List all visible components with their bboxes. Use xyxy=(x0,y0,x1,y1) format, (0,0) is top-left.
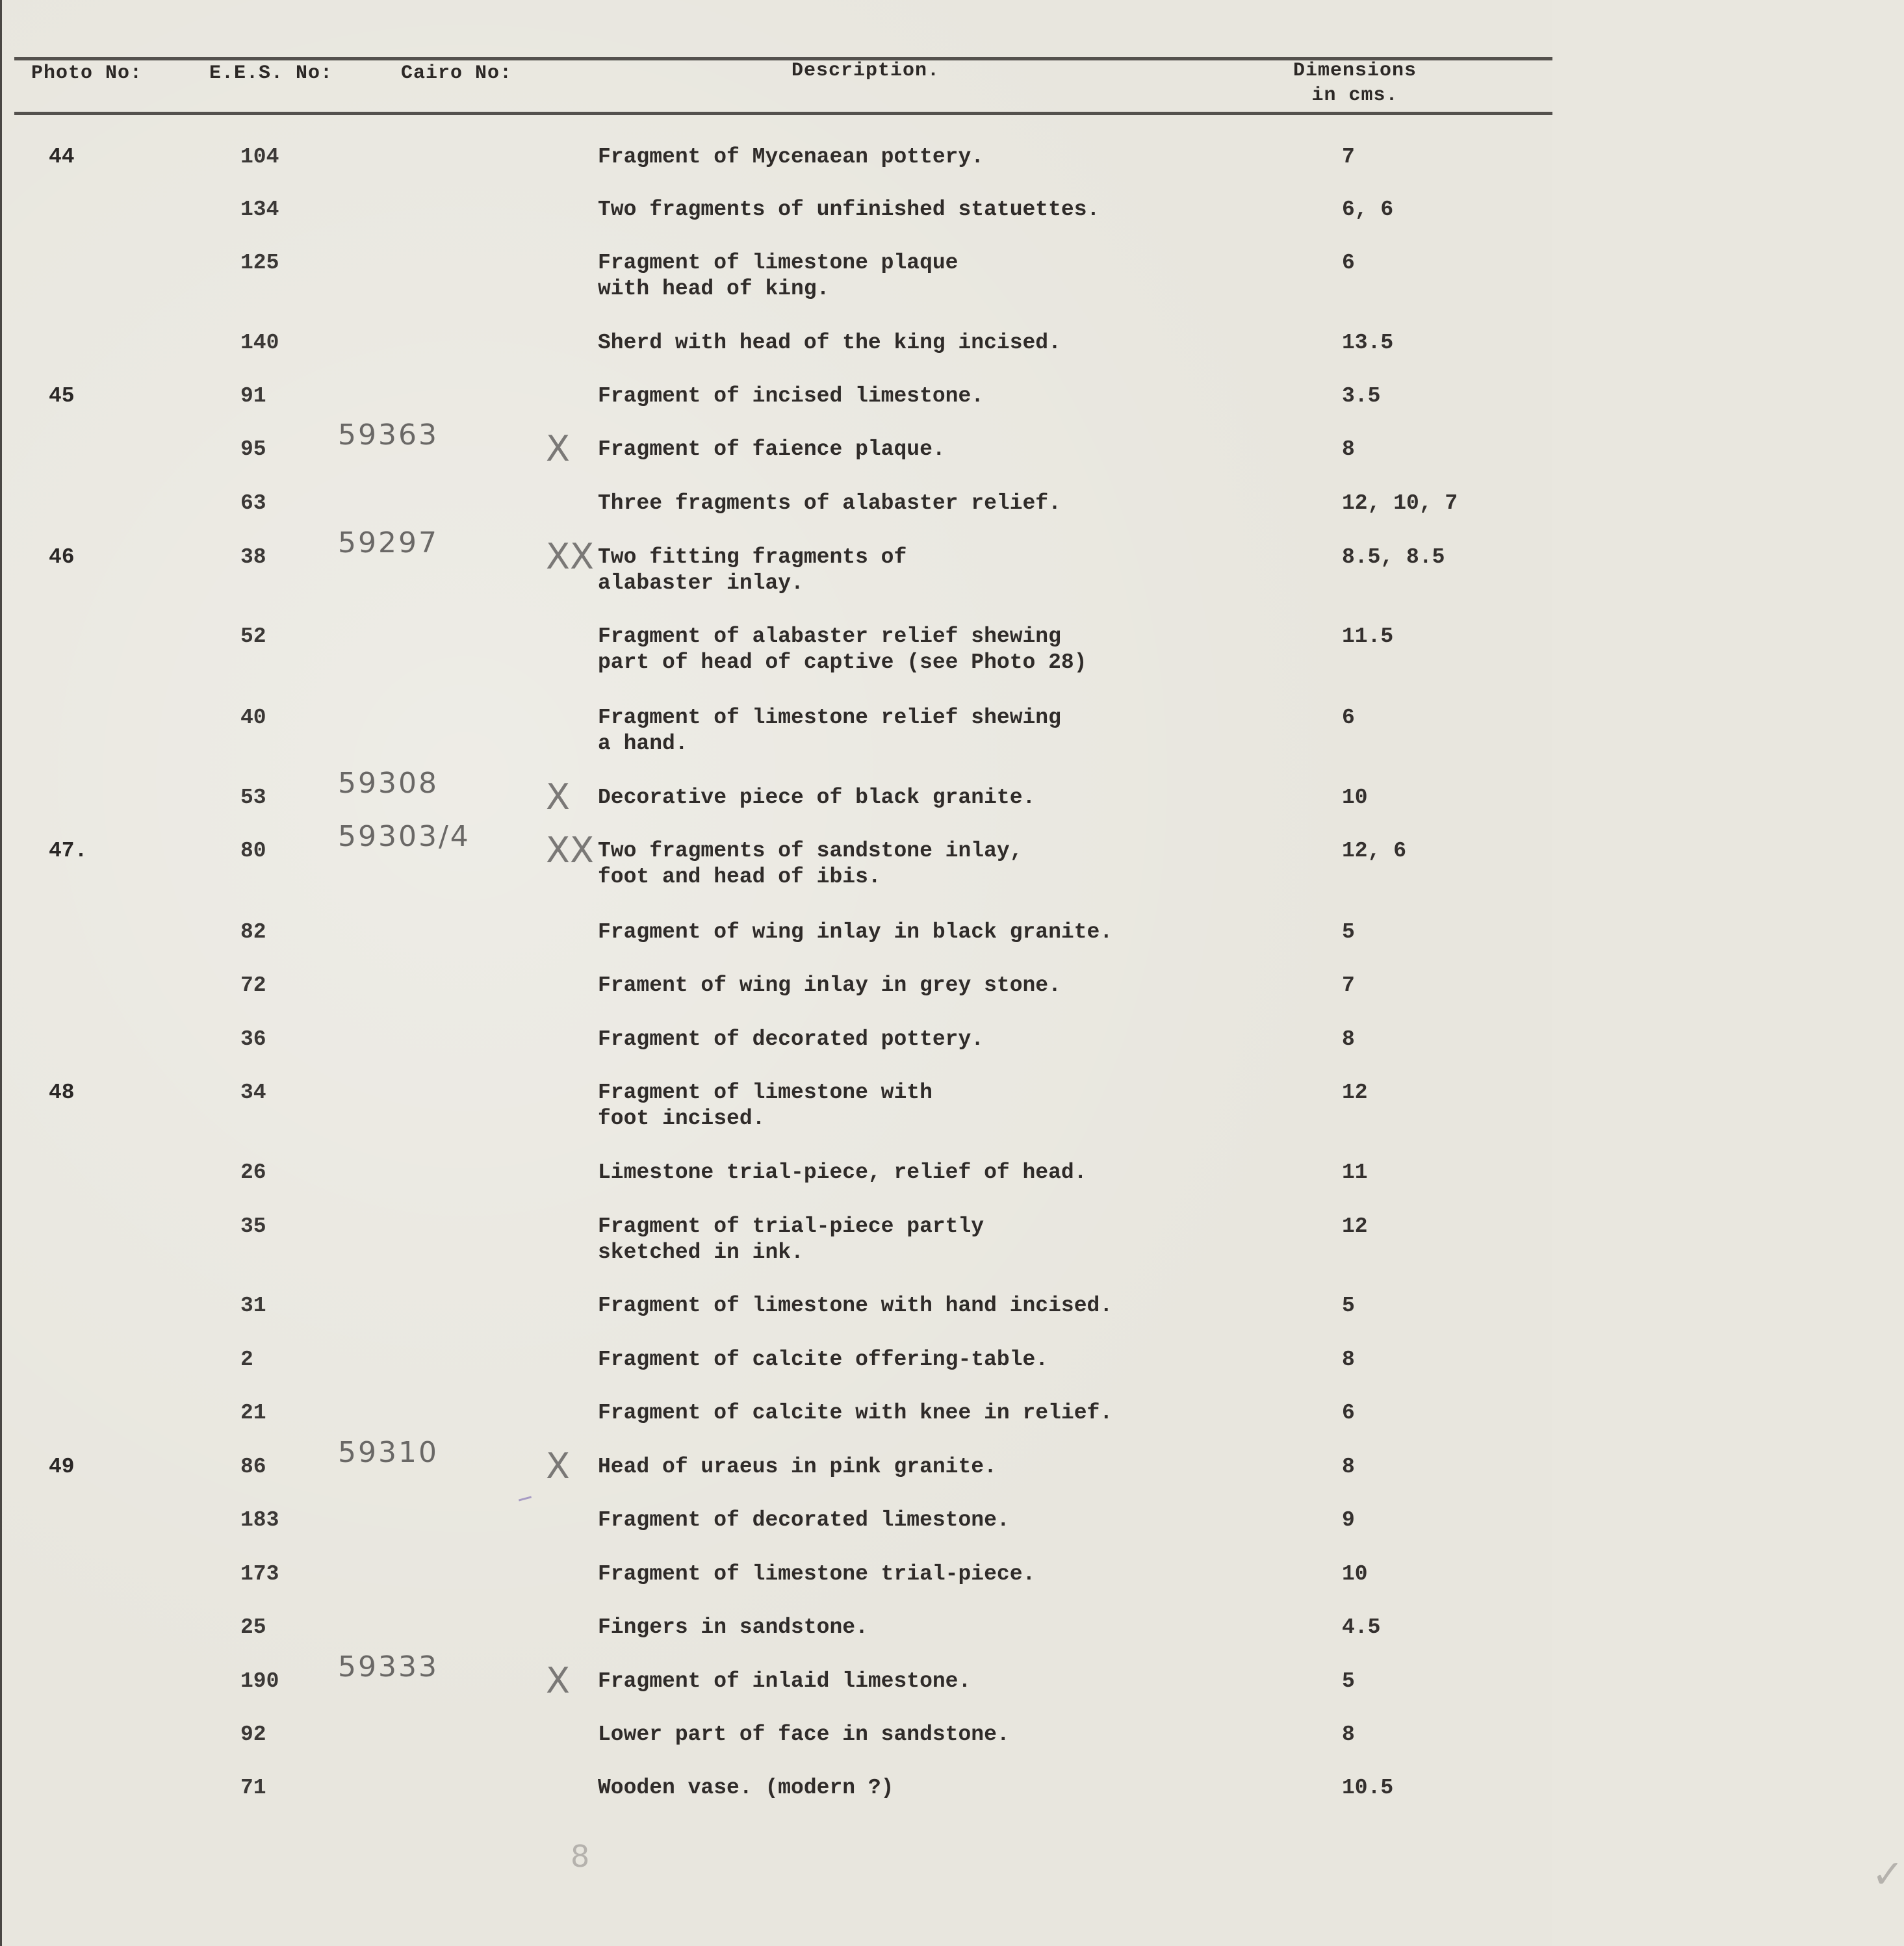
ees-number: 95 xyxy=(240,437,266,461)
ees-number: 2 xyxy=(240,1348,253,1372)
dimensions: 8 xyxy=(1342,1348,1355,1372)
header-ees-no: E.E.S. No: xyxy=(209,62,333,84)
ees-number: 173 xyxy=(240,1562,279,1586)
description: Head of uraeus in pink granite. xyxy=(598,1455,997,1479)
ees-number: 31 xyxy=(240,1294,266,1318)
cairo-number-handwritten: 59308 xyxy=(338,767,439,800)
cross-mark-icon: XX xyxy=(546,536,594,577)
ees-number: 82 xyxy=(240,920,266,944)
description: Two fragments of unfinished statuettes. xyxy=(598,198,1100,222)
header-photo-no: Photo No: xyxy=(31,62,143,84)
ees-number: 26 xyxy=(240,1160,266,1184)
dimensions: 6 xyxy=(1342,251,1355,275)
page-left-edge xyxy=(0,0,2,1946)
header-bottom-rule xyxy=(14,112,1552,115)
cross-mark-icon: X xyxy=(546,1446,570,1487)
dimensions: 11 xyxy=(1342,1160,1368,1184)
dimensions: 5 xyxy=(1342,1294,1355,1318)
cairo-number-handwritten: 59363 xyxy=(338,418,439,452)
ees-number: 25 xyxy=(240,1615,266,1639)
cross-mark-icon: X xyxy=(546,428,570,469)
ees-number: 91 xyxy=(240,384,266,408)
description: Limestone trial-piece, relief of head. xyxy=(598,1160,1087,1184)
photo-number: 45 xyxy=(49,384,75,408)
description: Fragment of decorated pottery. xyxy=(598,1027,984,1051)
ees-number: 38 xyxy=(240,545,266,569)
purple-ink-mark xyxy=(519,1496,532,1501)
dimensions: 8 xyxy=(1342,437,1355,461)
dimensions: 6 xyxy=(1342,1401,1355,1425)
photo-number: 47. xyxy=(49,839,88,863)
cairo-number-handwritten: 59310 xyxy=(338,1436,439,1469)
ees-number: 52 xyxy=(240,624,266,648)
description: Fragment of alabaster relief shewing part of head of captive (see Photo 28) xyxy=(598,624,1087,674)
ees-number: 35 xyxy=(240,1214,266,1238)
dimensions: 8 xyxy=(1342,1027,1355,1051)
description: Fragment of decorated limestone. xyxy=(598,1508,1010,1532)
photo-number: 48 xyxy=(49,1081,75,1105)
dimensions: 4.5 xyxy=(1342,1615,1381,1639)
description: Fragment of wing inlay in black granite. xyxy=(598,920,1113,944)
dimensions: 13.5 xyxy=(1342,331,1394,355)
dimensions: 9 xyxy=(1342,1508,1355,1532)
dimensions: 3.5 xyxy=(1342,384,1381,408)
ees-number: 183 xyxy=(240,1508,279,1532)
description: Fragment of trial-piece partly sketched in ink. xyxy=(598,1214,984,1264)
photo-number: 49 xyxy=(49,1455,75,1479)
photo-number: 44 xyxy=(49,145,75,169)
header-dimensions xyxy=(1293,58,1417,108)
ees-number: 80 xyxy=(240,839,266,863)
description: Lower part of face in sandstone. xyxy=(598,1722,1010,1747)
description: Sherd with head of the king incised. xyxy=(598,331,1061,355)
description: Fragment of limestone plaque with head of king. xyxy=(598,251,958,301)
description: Fragment of calcite with knee in relief. xyxy=(598,1401,1113,1425)
header-description: Description. xyxy=(791,60,940,82)
dimensions: 10.5 xyxy=(1342,1776,1394,1800)
ees-number: 71 xyxy=(240,1776,266,1800)
dimensions: 12 xyxy=(1342,1214,1368,1238)
dimensions: 8.5, 8.5 xyxy=(1342,545,1445,569)
ees-number: 104 xyxy=(240,145,279,169)
description: Fragment of faience plaque. xyxy=(598,437,946,461)
dimensions: 7 xyxy=(1342,145,1355,169)
cairo-number-handwritten: 59297 xyxy=(338,526,439,559)
description: Fragment of Mycenaean pottery. xyxy=(598,145,984,169)
dimensions: 6 xyxy=(1342,706,1355,730)
header-dimensions-line1: Dimensions xyxy=(1293,60,1417,82)
dimensions: 5 xyxy=(1342,920,1355,944)
pencil-check-icon: ✓ xyxy=(1872,1852,1904,1897)
dimensions: 10 xyxy=(1342,786,1368,810)
cross-mark-icon: X xyxy=(546,1660,570,1701)
description: Three fragments of alabaster relief. xyxy=(598,491,1061,515)
description: Fragment of calcite offering-table. xyxy=(598,1348,1049,1372)
dimensions: 5 xyxy=(1342,1669,1355,1693)
cross-mark-icon: X xyxy=(546,776,570,817)
ees-number: 21 xyxy=(240,1401,266,1425)
description: Decorative piece of black granite. xyxy=(598,786,1036,810)
dimensions: 7 xyxy=(1342,973,1355,997)
ees-number: 34 xyxy=(240,1081,266,1105)
description: Fragment of limestone trial-piece. xyxy=(598,1562,1036,1586)
cairo-number-handwritten: 59333 xyxy=(338,1650,439,1684)
dimensions: 10 xyxy=(1342,1562,1368,1586)
header-cairo-no: Cairo No: xyxy=(401,62,513,84)
description: Fragment of limestone with foot incised. xyxy=(598,1081,933,1131)
description: Fragment of limestone relief shewing a hand. xyxy=(598,706,1061,756)
cross-mark-icon: XX xyxy=(546,830,594,871)
description: Fragment of incised limestone. xyxy=(598,384,984,408)
description: Frament of wing inlay in grey stone. xyxy=(598,973,1061,997)
pencil-page-number: 8 xyxy=(571,1839,590,1874)
description: Fragment of limestone with hand incised. xyxy=(598,1294,1113,1318)
ees-number: 92 xyxy=(240,1722,266,1747)
description: Wooden vase. (modern ?) xyxy=(598,1776,894,1800)
ees-number: 72 xyxy=(240,973,266,997)
dimensions: 6, 6 xyxy=(1342,198,1394,222)
ees-number: 86 xyxy=(240,1455,266,1479)
description: Two fitting fragments of alabaster inlay. xyxy=(598,545,907,595)
photo-number: 46 xyxy=(49,545,75,569)
dimensions: 12, 10, 7 xyxy=(1342,491,1458,515)
ees-number: 40 xyxy=(240,706,266,730)
description: Fingers in sandstone. xyxy=(598,1615,868,1639)
ees-number: 140 xyxy=(240,331,279,355)
ees-number: 53 xyxy=(240,786,266,810)
ees-number: 125 xyxy=(240,251,279,275)
dimensions: 12 xyxy=(1342,1081,1368,1105)
ees-number: 190 xyxy=(240,1669,279,1693)
header-dimensions-line2: in cms. xyxy=(1311,84,1398,107)
description: Fragment of inlaid limestone. xyxy=(598,1669,971,1693)
dimensions: 11.5 xyxy=(1342,624,1394,648)
cairo-number-handwritten: 59303/4 xyxy=(338,820,470,853)
description: Two fragments of sandstone inlay, foot and head of ibis. xyxy=(598,839,1023,889)
dimensions: 8 xyxy=(1342,1722,1355,1747)
ees-number: 63 xyxy=(240,491,266,515)
dimensions: 12, 6 xyxy=(1342,839,1407,863)
ees-number: 36 xyxy=(240,1027,266,1051)
dimensions: 8 xyxy=(1342,1455,1355,1479)
ees-number: 134 xyxy=(240,198,279,222)
